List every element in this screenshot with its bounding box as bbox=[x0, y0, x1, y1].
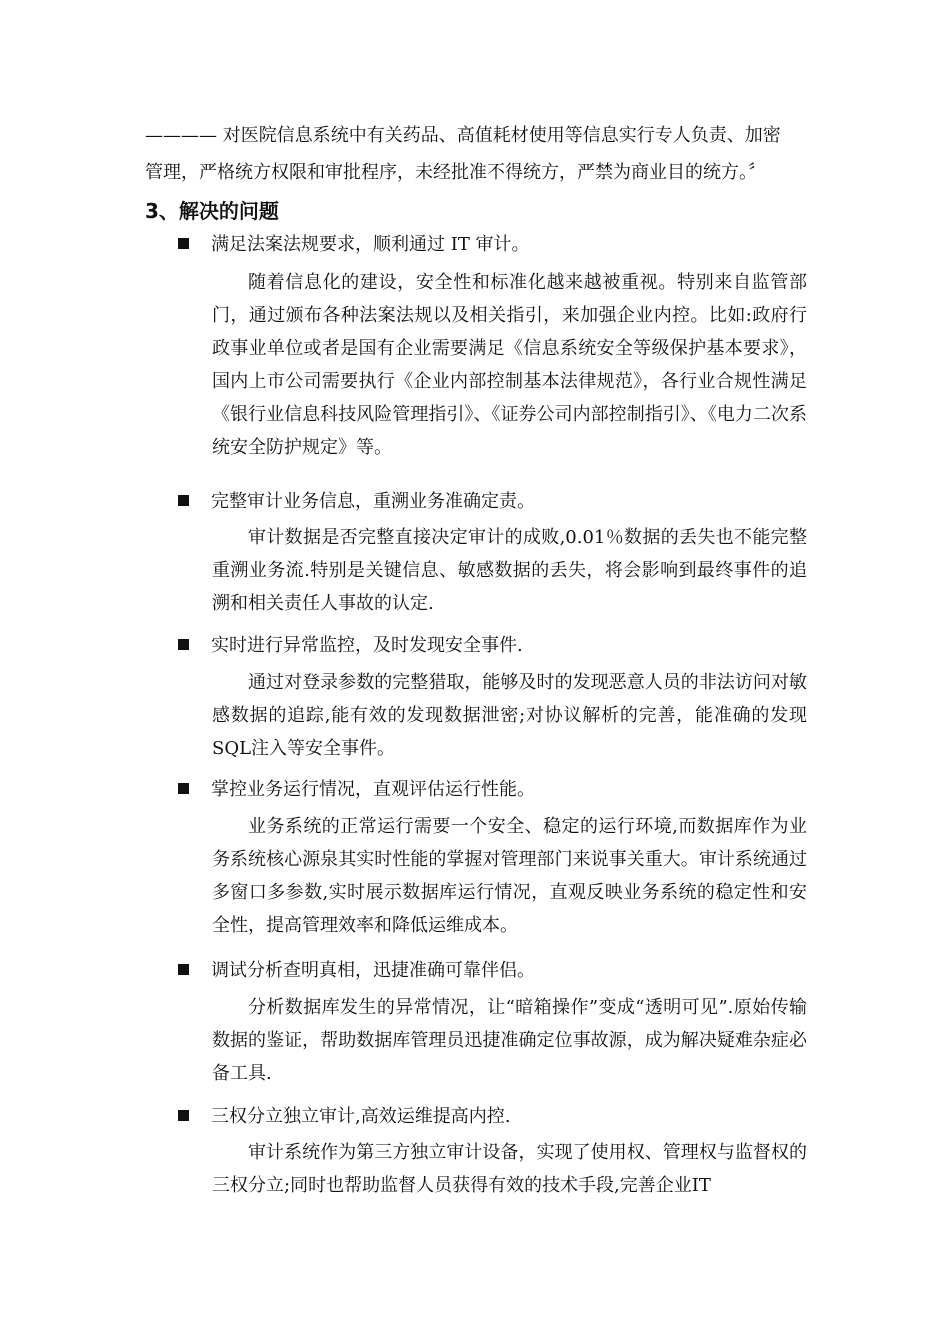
bullet-item-title: 三权分立独立审计,高效运维提高内控. bbox=[211, 1106, 511, 1127]
bullet-item-title: 满足法案法规要求，顺利通过 IT 审计。 bbox=[211, 234, 530, 255]
item-2-body: 审计数据是否完整直接决定审计的成败,0.01％数据的丢失也不能完整重溯业务流.特别是关键信息、敏感数据的丢失，将会影响到最终事件的追溯和相关责任人事故的认定. bbox=[212, 527, 807, 614]
square-bullet-icon bbox=[178, 639, 189, 650]
square-bullet-icon bbox=[178, 238, 189, 249]
bullet-item-3 bbox=[178, 631, 523, 661]
bullet-item-title: 完整审计业务信息，重溯业务准确定责。 bbox=[211, 491, 535, 512]
intro-line-1: ———— 对医院信息系统中有关药品、高值耗材使用等信息实行专人负责、加密 bbox=[145, 125, 781, 146]
bullet-item-6 bbox=[178, 1102, 510, 1132]
item-6-body: 审计系统作为第三方独立审计设备，实现了使用权、管理权与监督权的三权分立;同时也帮助监督人员获得有效的技术手段,完善企业IT bbox=[212, 1142, 807, 1196]
bullet-item-title: 掌控业务运行情况，直观评估运行性能。 bbox=[211, 779, 535, 800]
bullet-item-1 bbox=[178, 230, 530, 260]
bullet-item-title: 实时进行异常监控，及时发现安全事件. bbox=[211, 635, 523, 656]
square-bullet-icon bbox=[178, 783, 189, 794]
square-bullet-icon bbox=[178, 964, 189, 975]
item-4-body: 业务系统的正常运行需要一个安全、稳定的运行环境,而数据库作为业务系统核心源泉其实时性能的掌握对管理部门来说事关重大。审计系统通过多窗口多参数,实时展示数据库运行情况，直观反映业务系统的稳定性和安全性，提高管理效率和降低运维成本。 bbox=[212, 816, 807, 936]
bullet-item-2 bbox=[178, 487, 535, 517]
item-1-body: 随着信息化的建设，安全性和标准化越来越被重视。特别来自监管部门，通过颁布各种法案法规以及相关指引，来加强企业内控。比如:政府行政事业单位或者是国有企业需要满足《信息系统安全等级保护基本要求》，国内上市公司需要执行《企业内部控制基本法律规范》，各行业合规性满足《银行业信息科技风险管理指引》、《证券公司内部控制指引》、《电力二次系统安全防护规定》等。 bbox=[212, 272, 807, 458]
bullet-item-5 bbox=[178, 956, 535, 986]
bullet-item-title: 调试分析查明真相，迅捷准确可靠伴侣。 bbox=[211, 960, 535, 981]
section-heading: 3、解决的问题 bbox=[145, 199, 279, 223]
square-bullet-icon bbox=[178, 1110, 189, 1121]
item-5-body: 分析数据库发生的异常情况，让“暗箱操作”变成“透明可见”.原始传输数据的鉴证，帮助数据库管理员迅捷准确定位事故源，成为解决疑难杂症必备工具. bbox=[212, 997, 807, 1084]
square-bullet-icon bbox=[178, 495, 189, 506]
bullet-item-4 bbox=[178, 775, 535, 805]
intro-line-2: 管理，严格统方权限和审批程序，未经批准不得统方，严禁为商业目的统方。〞 bbox=[145, 162, 766, 183]
item-3-body: 通过对登录参数的完整猎取，能够及时的发现恶意人员的非法访问对敏感数据的追踪,能有效的发现数据泄密;对协议解析的完善，能准确的发现SQL注入等安全事件。 bbox=[212, 672, 807, 759]
